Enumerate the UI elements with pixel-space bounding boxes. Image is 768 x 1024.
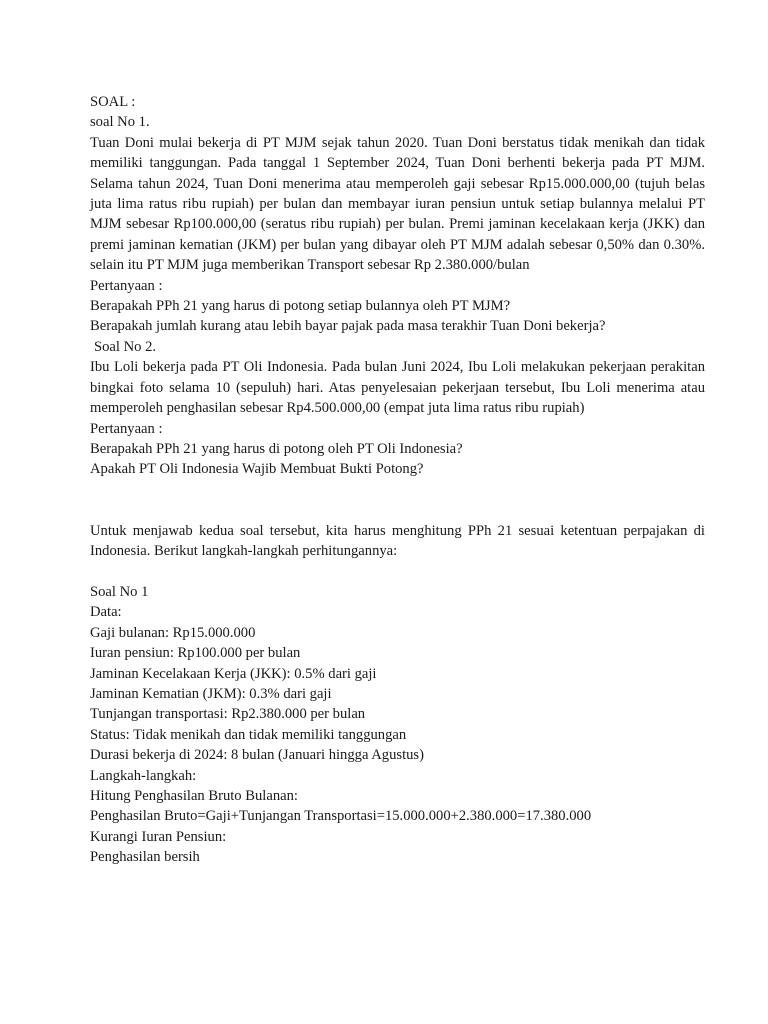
q1-questions-label: Pertanyaan : [90,277,163,294]
q1-text: Tuan Doni mulai bekerja di PT MJM sejak tahun 2020. Tuan Doni berstatus tidak menikah dan tidak memiliki tanggungan. Pada tanggal 1 September 2024, Tuan Doni berhenti bekerja pada PT MJM. Selama tahun 2024, Tuan Doni menerima atau memperoleh gaji sebesar Rp15.000.000,00 (tujuh belas juta lima ratus ribu rupiah) per bulan dan membayar iuran pensiun untuk setiap bulannya melalui PT MJM sebesar Rp100.000,00 (seratus ribu rupiah) per bulan. Premi jaminan kecelakaan kerja (JKK) dan premi jaminan kematian (JKM) per bulan yang dibayar oleh PT MJM adalah sebesar 0,50% dan 0.30%. selain itu PT MJM juga memberikan Transport sebesar Rp 2.380.000/bulan [90,134,705,274]
data-item: Jaminan Kematian (JKM): 0.3% dari gaji [90,685,332,702]
q2-text: Ibu Loli bekerja pada PT Oli Indonesia. Pada bulan Juni 2024, Ibu Loli melakukan pekerjaan perakitan bingkai foto selama 10 (sepuluh) hari. Atas penyelesaian pekerjaan tersebut, Ibu Loli menerima atau memperoleh penghasilan sebesar Rp4.500.000,00 (empat juta lima ratus ribu rupiah) [90,359,705,417]
step-item: Hitung Penghasilan Bruto Bulanan: [90,787,298,804]
data-item: Status: Tidak menikah dan tidak memiliki tanggungan [90,726,407,743]
q2-label: Soal No 2. [94,338,157,355]
spacer [90,562,705,582]
steps-label: Langkah-langkah: [90,767,197,784]
q1-label: soal No 1. [90,114,150,131]
data-item: Gaji bulanan: Rp15.000.000 [90,624,256,641]
step-item: Kurangi Iuran Pensiun: [90,828,227,845]
step-item: Penghasilan bersih [90,849,200,866]
answer-intro: Untuk menjawab kedua soal tersebut, kita harus menghitung PPh 21 sesuai ketentuan perpajakan di Indonesia. Berikut langkah-langkah perhitungannya: [90,522,705,560]
q1-question-1: Berapakah PPh 21 yang harus di potong setiap bulannya oleh PT MJM? [90,298,511,315]
q1-question-2: Berapakah jumlah kurang atau lebih bayar pajak pada masa terakhir Tuan Doni bekerja? [90,318,606,335]
data-item: Durasi bekerja di 2024: 8 bulan (Januari hingga Agustus) [90,747,424,764]
q2-questions-label: Pertanyaan : [90,420,163,437]
answer-section-title: Soal No 1 [90,583,149,600]
data-item: Iuran pensiun: Rp100.000 per bulan [90,645,301,662]
data-item: Jaminan Kecelakaan Kerja (JKK): 0.5% dari gaji [90,665,377,682]
soal-header: SOAL : [90,94,136,110]
data-label: Data: [90,604,122,621]
step-item: Penghasilan Bruto=Gaji+Tunjangan Transportasi=15.000.000+2.380.000=17.380.000 [90,808,592,825]
spacer [90,480,705,521]
data-item: Tunjangan transportasi: Rp2.380.000 per bulan [90,706,366,723]
q2-question-1: Berapakah PPh 21 yang harus di potong oleh PT Oli Indonesia? [90,440,463,457]
document-page [90,92,705,868]
q2-question-2: Apakah PT Oli Indonesia Wajib Membuat Bukti Potong? [90,461,424,478]
